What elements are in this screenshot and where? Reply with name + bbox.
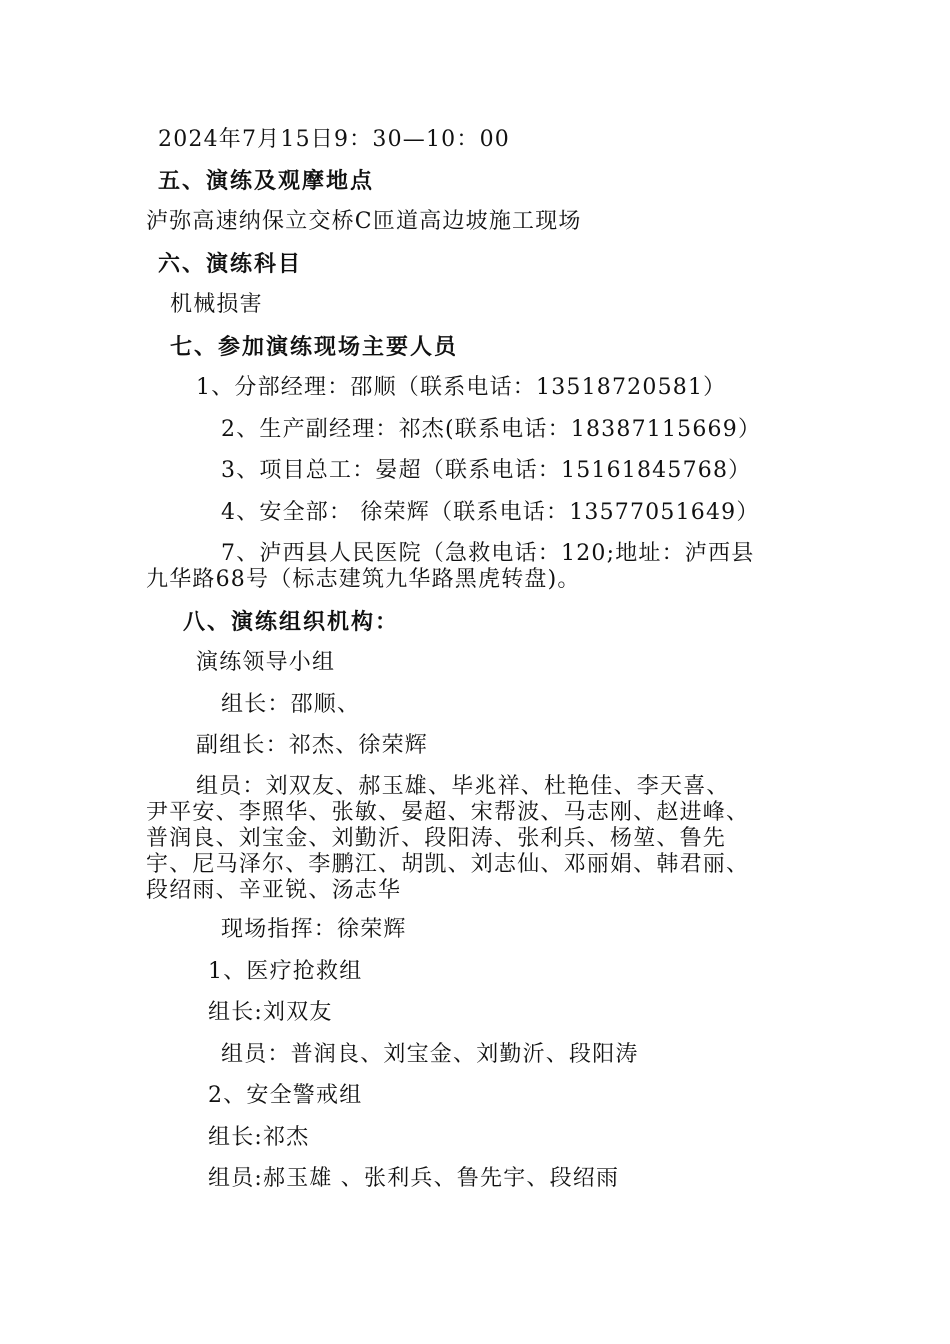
members-line: 宇、尼马泽尔、李鹏江、胡凯、刘志仙、邓丽娟、韩君丽、	[146, 852, 750, 877]
section7-heading: 七、参加演练现场主要人员	[170, 334, 459, 360]
hospital-line-2: 九华路68号（标志建筑九华路黑虎转盘)。	[146, 567, 581, 592]
site-commander: 现场指挥：徐荣辉	[221, 917, 407, 942]
personnel-item: 1、分部经理：邵顺（联系电话：13518720581）	[196, 375, 727, 400]
security-group-leader: 组长:祁杰	[208, 1125, 310, 1150]
group-leader: 组长：邵顺、	[221, 692, 361, 717]
members-line: 段绍雨、辛亚锐、汤志华	[146, 878, 402, 903]
medical-group-title: 1、医疗抢救组	[208, 959, 363, 984]
drill-time: 2024年7月15日9：30—10：00	[158, 127, 510, 152]
personnel-item: 2、生产副经理：祁杰(联系电话：18387115669）	[221, 417, 762, 442]
security-group-title: 2、安全警戒组	[208, 1083, 363, 1108]
hospital-line-1: 7、泸西县人民医院（急救电话：120;地址：泸西县	[221, 541, 755, 566]
deputy-group-leader: 副组长：祁杰、徐荣辉	[196, 733, 429, 758]
personnel-item: 4、安全部： 徐荣辉（联系电话：13577051649）	[221, 500, 760, 525]
security-group-members: 组员:郝玉雄 、张利兵、鲁先宇、段绍雨	[208, 1166, 620, 1191]
medical-group-leader: 组长:刘双友	[208, 1000, 333, 1025]
group-members	[146, 774, 806, 904]
leadership-group-title: 演练领导小组	[196, 650, 336, 675]
medical-group-members: 组员：普润良、刘宝金、刘勤沂、段阳涛	[221, 1042, 639, 1067]
section5-heading: 五、演练及观摩地点	[158, 168, 375, 194]
hospital-info	[146, 541, 806, 593]
members-line: 尹平安、李照华、张敏、晏超、宋帮波、马志刚、赵进峰、	[146, 800, 750, 825]
personnel-item: 3、项目总工：晏超（联系电话：15161845768）	[221, 458, 752, 483]
members-line: 普润良、刘宝金、刘勤沂、段阳涛、张利兵、杨堃、鲁先	[146, 826, 727, 851]
section6-heading: 六、演练科目	[158, 251, 303, 277]
drill-subject: 机械损害	[170, 292, 263, 317]
members-line: 组员：刘双友、郝玉雄、毕兆祥、杜艳佳、李天喜、	[196, 774, 730, 799]
drill-location: 泸弥高速纳保立交桥C匝道高边坡施工现场	[146, 209, 582, 234]
section8-heading: 八、演练组织机构：	[183, 609, 400, 635]
